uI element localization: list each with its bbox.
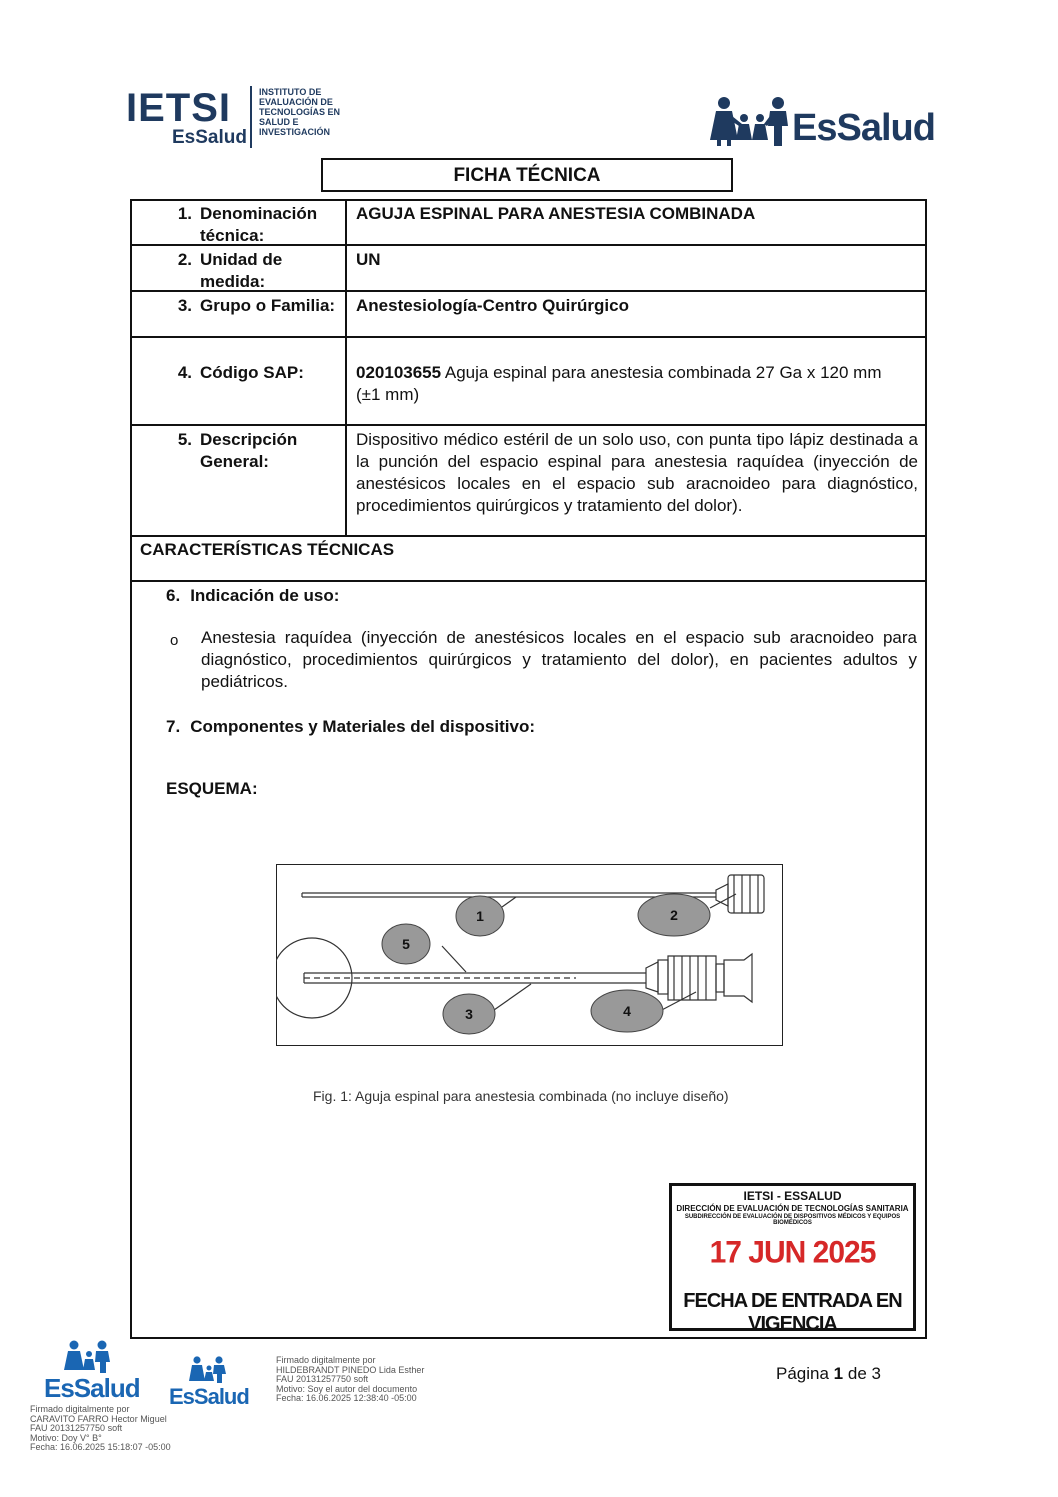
family-icon (62, 1340, 116, 1374)
stamp-subdirection: SUBDIRECCIÓN DE EVALUACIÓN DE DISPOSITIVOS MÉDICOS Y EQUIPOS BIOMÉDICOS (684, 1214, 901, 1226)
row-divider (130, 424, 927, 426)
bullet-marker: o (170, 632, 179, 649)
stamp-direction: DIRECCIÓN DE EVALUACIÓN DE TECNOLOGÍAS SANITARIA (676, 1204, 909, 1213)
sap-code: 020103655 (356, 363, 442, 382)
family-icon (708, 96, 792, 148)
row-divider (130, 535, 927, 537)
footer-logo-2: EsSalud (169, 1384, 249, 1409)
row-divider (130, 336, 927, 338)
row-value-unidad: UN (356, 250, 381, 269)
row-value-codigo-sap (356, 362, 906, 406)
ietsi-logo-description: INSTITUTO DE EVALUACIÓN DE TECNOLOGÍAS EN SALUD E INVESTIGACIÓN (259, 87, 341, 137)
figure-label-3: 3 (465, 1006, 473, 1022)
row-value-denominacion: AGUJA ESPINAL PARA ANESTESIA COMBINADA (356, 204, 756, 223)
footer-logo-1: EsSalud (44, 1373, 140, 1403)
page-number: Página 1 de 3 (776, 1364, 881, 1383)
needle-diagram (276, 864, 783, 1046)
stamp-org: IETSI - ESSALUD (743, 1189, 842, 1203)
figure-label-1: 1 (476, 908, 484, 924)
item-7-heading: 7. Componentes y Materiales del dispositivo: (166, 717, 535, 736)
stamp-date: 17 JUN 2025 (709, 1235, 876, 1270)
digital-signature-2: Firmado digitalmente por HILDEBRANDT PINEDO Lida Esther FAU 20131257750 soft Motivo: Soy el autor del documento Fecha: 16.06.2025 12:38:40 -05:00 (276, 1355, 425, 1403)
family-icon (188, 1356, 230, 1384)
needle-figure (276, 864, 783, 1046)
item-6-text: Anestesia raquídea (inyección de anestésicos locales en el espacio sub aracnoideo para diagnóstico, procedimientos quirúrgicos y tratamiento del dolor), en pacientes adultos y pediátricos. (201, 628, 917, 691)
row-divider (130, 580, 927, 582)
figure-label-4: 4 (623, 1003, 631, 1019)
section-title: CARACTERÍSTICAS TÉCNICAS (140, 540, 395, 559)
esquema-label: ESQUEMA: (166, 779, 258, 798)
row-value-descripcion: Dispositivo médico estéril de un solo uso, con punta tipo lápiz destinada a la punción del espacio espinal para anestesia raquídea (inyección de anestésicos locales en el espacio sub aracnoideo para diagnóstico, procedimientos quirúrgicos y tratamiento del dolor). (356, 430, 918, 515)
essalud-logo-word: EsSalud (792, 107, 935, 149)
stamp-footer: FECHA DE ENTRADA EN VIGENCIA (683, 1290, 902, 1335)
sap-description: Aguja espinal para anestesia combinada 27 Ga x 120 mm (±1 mm) (356, 363, 882, 404)
figure-caption: Fig. 1: Aguja espinal para anestesia combinada (no incluye diseño) (313, 1088, 729, 1104)
ietsi-logo-word: IETSI (126, 86, 232, 130)
ietsi-logo-divider (250, 86, 252, 148)
item-6-heading: 6. Indicación de uso: (166, 586, 340, 605)
figure-label-2: 2 (670, 907, 678, 923)
page-title: FICHA TÉCNICA (321, 158, 733, 192)
ietsi-logo-sub: EsSalud (172, 127, 247, 148)
column-divider (345, 199, 347, 537)
digital-signature-1: Firmado digitalmente por CARAVITO FARRO Hector Miguel FAU 20131257750 soft Motivo: Doy V° B° Fecha: 16.06.2025 15:18:07 -05:00 (30, 1404, 171, 1452)
figure-label-5: 5 (402, 936, 410, 952)
row-value-grupo: Anestesiología-Centro Quirúrgico (356, 296, 629, 315)
